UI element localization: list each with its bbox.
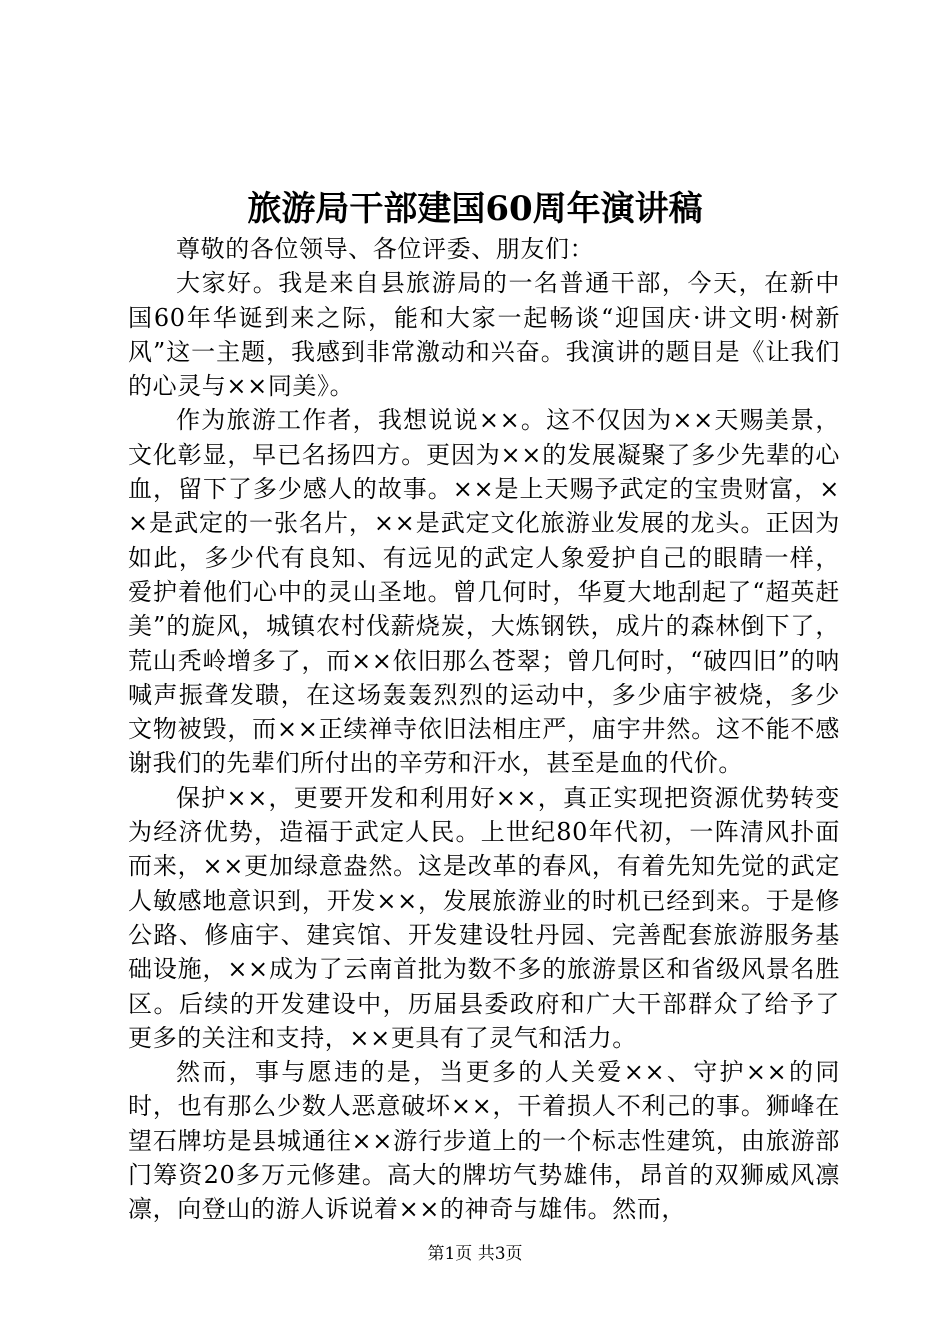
body-paragraph: 大家好。我是来自县旅游局的一名普通干部，今天，在新中国60年华诞到来之际，能和大家一起畅谈“迎国庆·讲文明·树新风”这一主题，我感到非常激动和兴奋。我演讲的题目是《让我们的心灵与××同美》。	[128, 269, 840, 401]
body-paragraph: 然而，事与愿违的是，当更多的人关爱××、守护××的同时，也有那么少数人恶意破坏××，干着损人不利己的事。狮峰在望石牌坊是县城通往××游行步道上的一个标志性建筑，由旅游部门筹资20多万元修建。高大的牌坊气势雄伟，昂首的双狮威风凛凛，向登山的游人诉说着××的神奇与雄伟。然而，	[128, 1058, 840, 1224]
document-body	[128, 232, 840, 1227]
salutation-paragraph: 尊敬的各位领导、各位评委、朋友们：	[176, 235, 595, 263]
page-number-footer: 第1页 共3页	[427, 1244, 523, 1264]
body-paragraph: 保护××，更要开发和利用好××，真正实现把资源优势转变为经济优势，造福于武定人民。上世纪80年代初，一阵清风扑面而来，××更加绿意盎然。这是改革的春风，有着先知先觉的武定人敏感地意识到，开发××，发展旅游业的时机已经到来。于是修公路、修庙宇、建宾馆、开发建设牡丹园、完善配套旅游服务基础设施，××成为了云南首批为数不多的旅游景区和省级风景名胜区。后续的开发建设中，历届县委政府和广大干部群众了给予了更多的关注和支持，××更具有了灵气和活力。	[128, 783, 840, 1052]
body-paragraph: 作为旅游工作者，我想说说××。这不仅因为××天赐美景，文化彰显，早已名扬四方。更因为××的发展凝聚了多少先辈的心血，留下了多少感人的故事。××是上天赐予武定的宝贵财富，××是武定的一张名片，××是武定文化旅游业发展的龙头。正因为如此，多少代有良知、有远见的武定人象爱护自己的眼睛一样，爱护着他们心中的灵山圣地。曾几何时，华夏大地刮起了“超英赶美”的旋风，城镇农村伐薪烧炭，大炼钢铁，成片的森林倒下了，荒山秃岭增多了，而××依旧那么苍翠；曾几何时，“破四旧”的呐喊声振聋发聩，在这场轰轰烈烈的运动中，多少庙宇被烧，多少文物被毁，而××正续禅寺依旧法相庄严，庙宇井然。这不能不感谢我们的先辈们所付出的辛劳和汗水，甚至是血的代价。	[128, 406, 840, 778]
document-title: 旅游局干部建国60周年演讲稿	[247, 189, 703, 229]
